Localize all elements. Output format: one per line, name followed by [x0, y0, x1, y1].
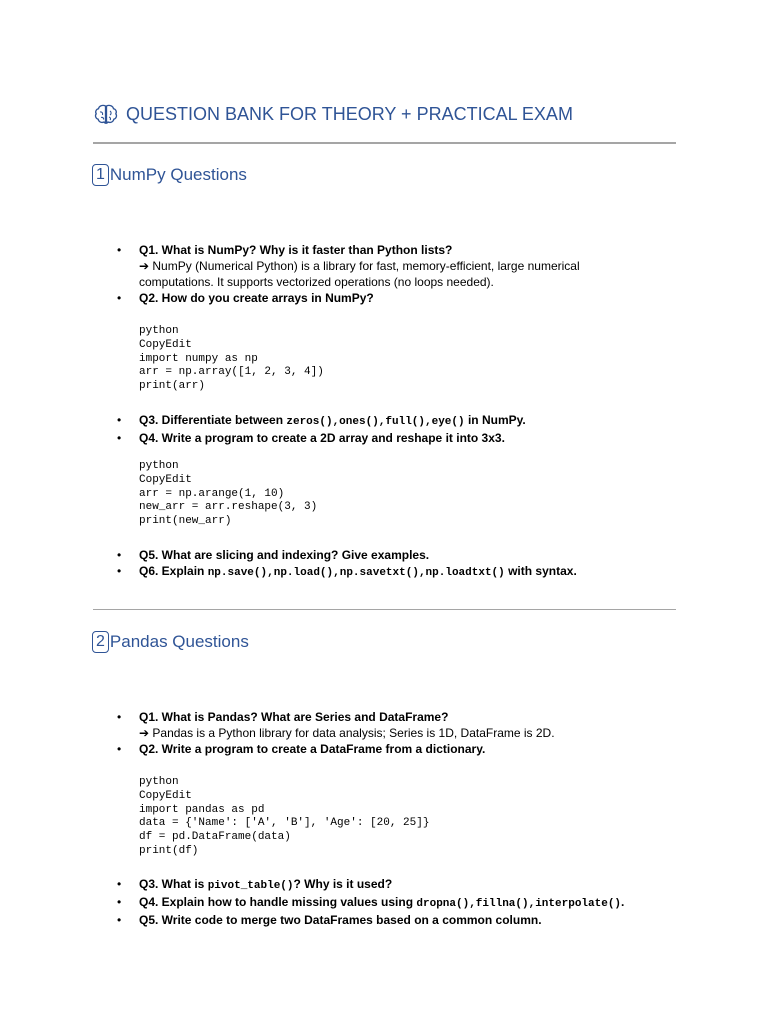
question-list — [139, 709, 699, 757]
question-item: • Q1. What is NumPy? Why is it faster than Python lists? — [139, 242, 699, 258]
title-text: QUESTION BANK FOR THEORY + PRACTICAL EXAM — [126, 103, 573, 124]
code-block: python CopyEdit import numpy as np arr = np.array([1, 2, 3, 4]) print(arr) — [139, 325, 324, 393]
question-item: • Q4. Write a program to create a 2D array and reshape it into 3x3. — [139, 430, 699, 446]
answer-text: ➔ Pandas is a Python library for data analysis; Series is 1D, DataFrame is 2D. — [139, 726, 555, 740]
question-item: • Q1. What is Pandas? What are Series and DataFrame? — [139, 709, 699, 725]
answer-text: ➔ NumPy (Numerical Python) is a library for fast, memory-efficient, large numerical — [139, 259, 580, 273]
question-item: • Q5. Write code to merge two DataFrames based on a common column. — [139, 912, 699, 928]
question-item: • Q6. Explain np.save(),np.load(),np.savetxt(),np.loadtxt() with syntax. — [139, 563, 699, 581]
section-number-badge: 1 — [92, 164, 109, 186]
code-block: python CopyEdit arr = np.arange(1, 10) new_arr = arr.reshape(3, 3) print(new_arr) — [139, 460, 318, 528]
question-item: • Q5. What are slicing and indexing? Give examples. — [139, 547, 699, 563]
section-heading-pandas — [92, 631, 249, 653]
document-title — [94, 103, 573, 125]
question-list — [139, 876, 699, 928]
brain-icon — [94, 103, 118, 125]
section-heading-text: NumPy Questions — [109, 165, 247, 184]
question-list — [139, 412, 699, 446]
title-divider — [93, 142, 676, 144]
question-item: • Q3. Differentiate between zeros(),ones(),full(),eye() in NumPy. — [139, 412, 699, 430]
section-heading-numpy — [92, 164, 247, 186]
question-list — [139, 242, 699, 306]
section-heading-text: Pandas Questions — [109, 632, 249, 651]
question-item: • Q2. Write a program to create a DataFrame from a dictionary. — [139, 741, 699, 757]
code-block: python CopyEdit import pandas as pd data = {'Name': ['A', 'B'], 'Age': [20, 25]} df = pd.DataFrame(data) print(df) — [139, 776, 430, 857]
section-divider — [93, 609, 676, 610]
question-item: • Q2. How do you create arrays in NumPy? — [139, 290, 699, 306]
question-list — [139, 547, 699, 581]
question-item: • Q3. What is pivot_table()? Why is it used? — [139, 876, 699, 894]
section-number-badge: 2 — [92, 631, 109, 653]
question-item: • Q4. Explain how to handle missing values using dropna(),fillna(),interpolate(). — [139, 894, 699, 912]
answer-text: computations. It supports vectorized operations (no loops needed). — [139, 275, 494, 289]
